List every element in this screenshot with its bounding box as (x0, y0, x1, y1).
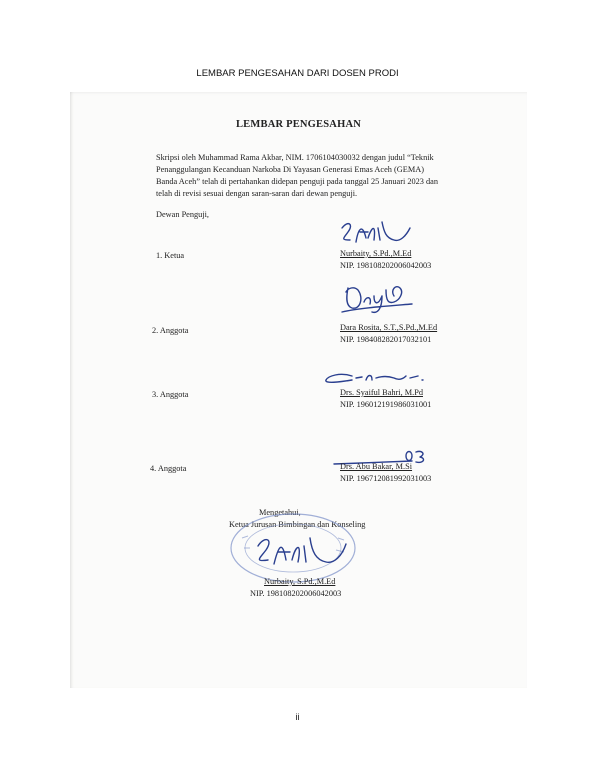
scanned-approval-sheet (70, 92, 527, 688)
intro-paragraph (156, 152, 452, 200)
examiner-4-role: 4. Anggota (150, 464, 187, 473)
examiner-2-name: Dara Rosita, S.T.,S.Pd.,M.Ed (340, 323, 438, 332)
examiner-1-signature (338, 218, 418, 252)
examiner-3-signature (322, 368, 434, 388)
examiner-1-role: 1. Ketua (156, 251, 185, 260)
document-title: LEMBAR PENGESAHAN (235, 119, 362, 130)
approval-position: Ketua Jurusan Bimbingan dan Konseling (229, 520, 366, 529)
examiner-2-signature (338, 282, 418, 318)
page-number: ii (295, 712, 300, 722)
examiner-3-nip: NIP. 196012191986031001 (340, 400, 432, 409)
approval-name: Nurbaity, S.Pd.,M.Ed (264, 577, 336, 586)
intro-line: Banda Aceh” telah di pertahankan didepan penguji pada tanggal 25 Januari 2023 dan (156, 177, 438, 186)
page-header-title: LEMBAR PENGESAHAN DARI DOSEN PRODI (196, 68, 399, 79)
examiner-3-role: 3. Anggota (152, 390, 189, 399)
approval-nip: NIP. 198108202006042003 (250, 589, 342, 598)
examiner-2-nip: NIP. 198408282017032101 (340, 335, 432, 344)
approval-known-label: Mengetahui, (259, 508, 301, 517)
examiner-4-name: Drs. Abu Bakar, M.Si (340, 462, 413, 471)
examiner-1-nip: NIP. 198108202006042003 (340, 261, 432, 270)
examiner-board-label: Dewan Penguji, (156, 210, 209, 219)
intro-line: telah di revisi sesuai dengan saran-saran dari dewan penguji. (156, 189, 358, 198)
intro-line: Skripsi oleh Muhammad Rama Akbar, NIM. 1706104030032 dengan judul “Teknik (156, 153, 434, 162)
approval-signature (252, 532, 352, 572)
examiner-2-role: 2. Anggota (152, 326, 189, 335)
examiner-1-name: Nurbaity, S.Pd.,M.Ed (340, 249, 412, 258)
examiner-4-nip: NIP. 196712081992031003 (340, 474, 432, 483)
examiner-3-name: Drs. Syaiful Bahri, M.Pd (340, 388, 423, 397)
intro-line: Penanggulangan Kecanduan Narkoba Di Yayasan Generasi Emas Aceh (GEMA) (156, 165, 424, 174)
